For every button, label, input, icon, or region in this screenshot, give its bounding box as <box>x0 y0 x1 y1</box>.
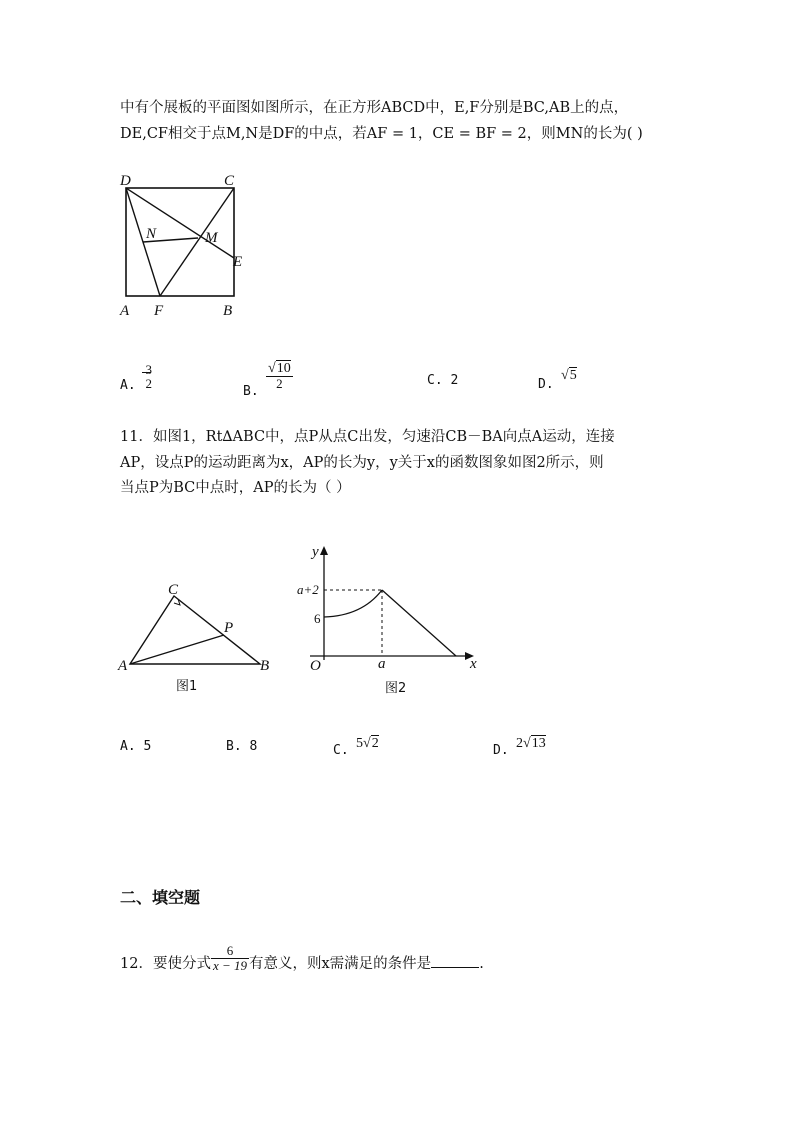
q11-option-b <box>226 739 257 754</box>
q12-prefix: 12．要使分式 <box>120 956 211 972</box>
q11-option-d-value: 2√13 <box>516 736 546 751</box>
q12-denominator: x − 19 <box>212 958 247 973</box>
line-segment <box>382 590 456 656</box>
segment-ap <box>130 635 224 664</box>
option-d-coefficient: 2 <box>516 736 523 751</box>
q10-line-1: 中有个展板的平面图如图所示，在正方形ABCD中，E,F分别是BC,AB上的点， <box>120 100 629 116</box>
label-origin: O <box>310 658 321 674</box>
segment-de <box>126 188 234 258</box>
q11-figure-1 <box>112 580 282 695</box>
q10-option-b-label: B. <box>243 384 259 399</box>
q12-line <box>120 944 484 974</box>
option-a-denominator: 2 <box>145 375 152 391</box>
triangle-abc <box>130 596 260 664</box>
q10-option-a <box>120 361 154 393</box>
option-b-label: B. <box>226 739 242 754</box>
q11-line-3: 当点P为BC中点时，AP的长为（ ） <box>120 480 351 496</box>
label-x: x <box>470 656 477 672</box>
label-e: E <box>233 254 243 270</box>
q10-line-2: DE,CF相交于点M,N是DF的中点，若AF = 1，CE = BF = 2，则MN的长为( ) <box>120 126 643 142</box>
option-c-value: 2 <box>450 373 459 388</box>
option-a-fraction <box>143 363 154 391</box>
figure-1-caption: 图1 <box>176 679 198 694</box>
option-a-label: A. <box>120 378 136 393</box>
q10-option-c <box>427 373 458 388</box>
section-heading: 二、填空题 <box>120 888 201 907</box>
label-c: C <box>224 173 235 189</box>
q11-option-d-label: D. <box>493 743 509 758</box>
curve-segment <box>324 590 382 617</box>
figure-2-caption: 图2 <box>385 681 407 696</box>
option-b-fraction <box>266 362 293 391</box>
label-a: A <box>120 303 130 319</box>
q10-square-figure <box>110 168 270 323</box>
square-abcd <box>126 188 234 296</box>
label-6: 6 <box>314 611 321 626</box>
option-a-value: 5 <box>143 739 152 754</box>
label-a: a <box>378 656 386 672</box>
label-n: N <box>146 226 157 242</box>
segment-cf <box>160 188 234 296</box>
option-a-fraction-bar <box>142 372 151 373</box>
q12-answer-blank[interactable] <box>431 953 479 968</box>
q12-end: . <box>479 956 484 972</box>
option-b-denominator: 2 <box>266 376 293 391</box>
label-y: y <box>312 544 319 560</box>
label-f: F <box>154 303 164 319</box>
q10-option-d-value: √5 <box>561 368 577 383</box>
q11-option-c-value: 5√2 <box>356 736 379 751</box>
q11-figure-2 <box>292 540 492 700</box>
option-b-radicand: 10 <box>276 361 291 376</box>
q10-option-d-label: D. <box>538 377 554 392</box>
option-b-numerator: √10 <box>268 361 291 376</box>
label-p: P <box>224 620 234 636</box>
label-a: A <box>118 658 128 674</box>
q11-option-c-label: C. <box>333 743 349 758</box>
label-b: B <box>223 303 233 319</box>
q12-suffix: 有意义，则x需满足的条件是 <box>249 956 432 972</box>
option-a-numerator: 3 <box>145 361 152 377</box>
label-d: D <box>120 173 131 189</box>
label-m: M <box>205 230 218 246</box>
y-axis-arrow <box>320 546 328 555</box>
option-d-radicand: 13 <box>531 736 546 751</box>
q11-line-2: AP，设点P的运动距离为x，AP的长为y，y关于x的函数图象如图2所示，则 <box>120 455 604 471</box>
label-a-plus-2: a+2 <box>297 582 319 597</box>
q12-numerator: 6 <box>226 943 234 958</box>
q10-option-b-fraction <box>266 362 293 391</box>
option-c-radicand: 2 <box>371 736 379 751</box>
label-c: C <box>168 582 179 598</box>
q12-fraction <box>211 944 249 973</box>
q11-line-1: 11．如图1，Rt∆ABC中，点P从点C出发，匀速沿CB－BA向点A运动，连接 <box>120 429 615 445</box>
option-a-label: A. <box>120 739 136 754</box>
label-b: B <box>260 658 270 674</box>
option-c-label: C. <box>427 373 443 388</box>
option-d-radicand: 5 <box>569 368 577 383</box>
option-b-value: 8 <box>249 739 258 754</box>
option-c-coefficient: 5 <box>356 736 363 751</box>
q11-option-a <box>120 739 151 754</box>
